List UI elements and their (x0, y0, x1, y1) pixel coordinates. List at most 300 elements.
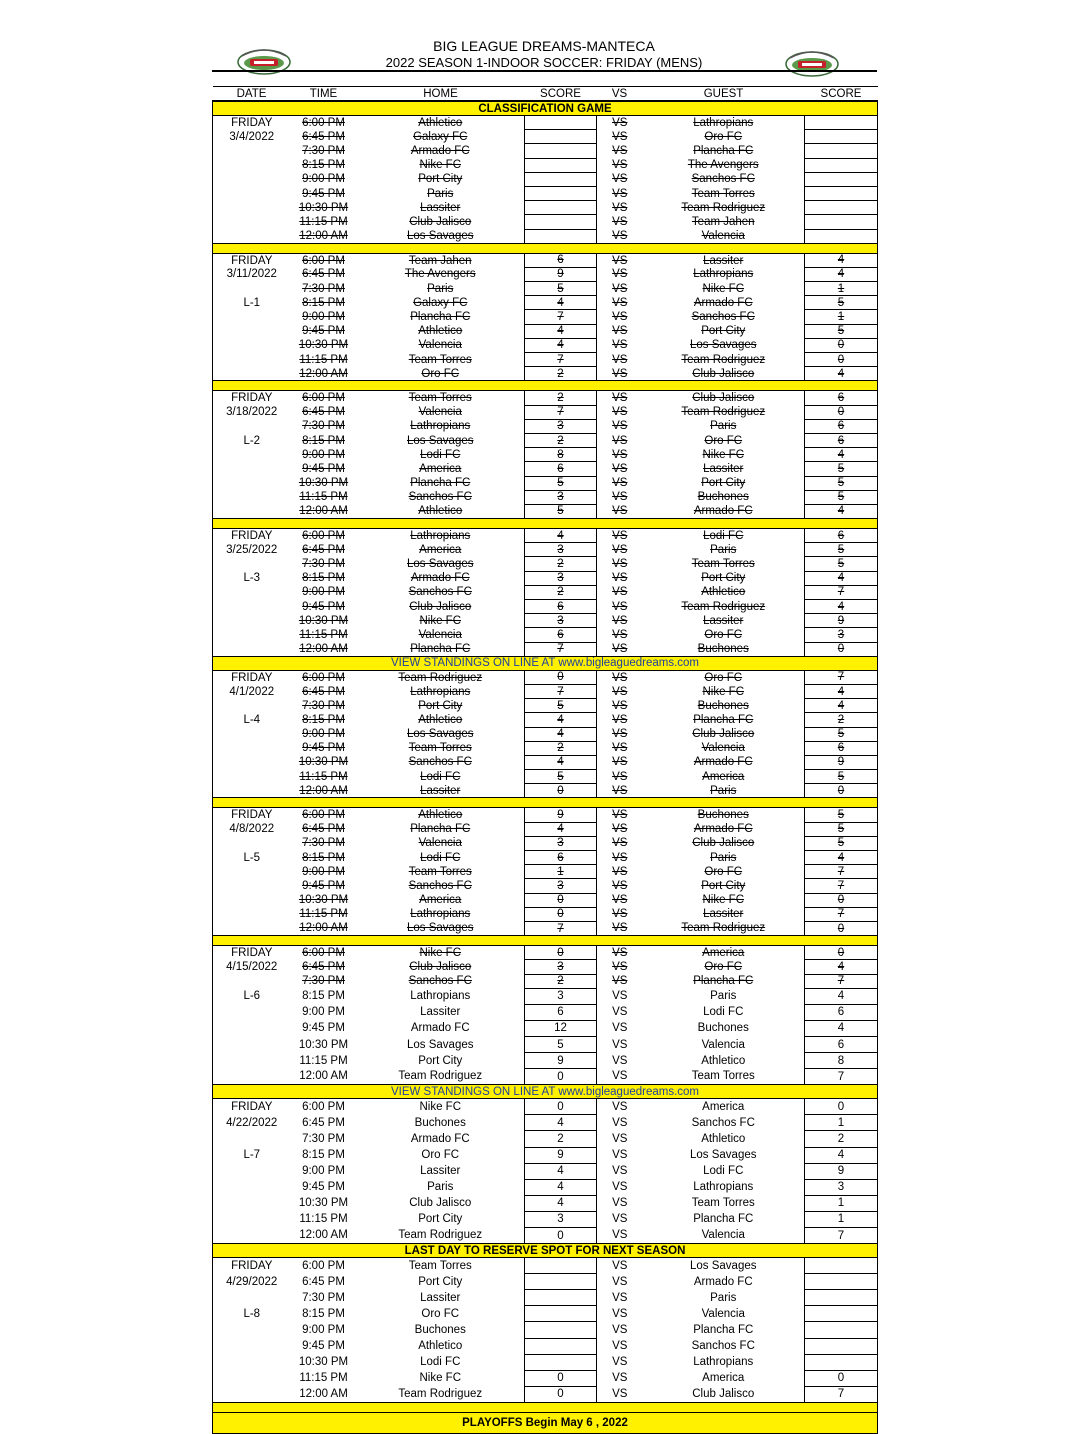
guest-score: 0 (805, 784, 878, 798)
game-time: 6:00 PM (302, 529, 345, 542)
date-cell (213, 353, 291, 367)
game-row (213, 1370, 878, 1386)
game-time: 10:30 PM (298, 339, 349, 352)
guest-team: Buchones (697, 699, 749, 712)
date-cell (213, 770, 291, 784)
game-time: 11:15 PM (299, 1054, 348, 1067)
guest-score: 4 (805, 684, 878, 698)
guest-team: Sanchos FC (691, 1116, 755, 1129)
date-cell (213, 229, 291, 243)
home-score: 4 (525, 822, 597, 836)
versus-label: VS (612, 1116, 628, 1129)
home-team: Team Torres (408, 392, 472, 405)
guest-team: Buchones (697, 1022, 749, 1035)
guest-score: 4 (805, 699, 878, 713)
home-score: 3 (525, 543, 597, 557)
home-team: Lodi FC (420, 1356, 461, 1369)
home-score (525, 186, 597, 200)
game-time: 9:00 PM (302, 1165, 345, 1178)
home-team: Armado FC (410, 572, 470, 585)
game-row (213, 419, 878, 433)
classification-banner-text: CLASSIFICATION GAME (213, 101, 878, 116)
header-time: TIME (291, 87, 357, 102)
guest-score: 5 (805, 557, 878, 571)
home-score: 4 (525, 1179, 597, 1195)
game-time: 6:45 PM (302, 960, 345, 973)
guest-score (805, 229, 878, 243)
game-time: 12:00 AM (299, 922, 348, 935)
versus-label: VS (612, 296, 628, 309)
versus-label: VS (612, 543, 628, 556)
home-team: Club Jalisco (409, 600, 472, 613)
versus-label: VS (612, 642, 628, 655)
week-separator-text (213, 519, 878, 529)
versus-label: VS (612, 1213, 628, 1226)
guest-team: Team Rodriguez (681, 406, 766, 419)
home-team: Los Savages (407, 558, 474, 571)
guest-team: Sanchos FC (691, 311, 755, 324)
home-team: Sanchos FC (408, 975, 472, 988)
home-team: Team Rodriguez (398, 671, 483, 684)
week-separator (213, 519, 878, 529)
guest-score: 5 (805, 770, 878, 784)
guest-team: Lassiter (703, 254, 744, 267)
date-cell (213, 419, 291, 433)
date-cell (213, 1386, 291, 1402)
home-score (525, 229, 597, 243)
guest-team: Nike FC (702, 282, 745, 295)
guest-team: Valencia (701, 1038, 745, 1051)
guest-team: Team Torres (691, 1197, 755, 1210)
home-score: 4 (525, 1163, 597, 1179)
week-label (213, 158, 291, 172)
guest-team: Valencia (701, 742, 745, 755)
home-score (525, 1290, 597, 1306)
guest-score: 1 (805, 282, 878, 296)
week-day: FRIDAY (213, 391, 291, 405)
date-cell (213, 1036, 291, 1052)
versus-label: VS (612, 477, 628, 490)
game-row (213, 684, 878, 698)
versus-label: VS (612, 229, 628, 242)
guest-team: Plancha FC (693, 975, 754, 988)
guest-score (805, 186, 878, 200)
guest-team: Paris (710, 543, 737, 556)
guest-score: 0 (805, 405, 878, 419)
game-time: 10:30 PM (298, 201, 349, 214)
home-score: 0 (525, 784, 597, 798)
guest-team: Athletico (701, 586, 746, 599)
guest-score (805, 144, 878, 158)
guest-score: 4 (805, 960, 878, 974)
home-team: Nike FC (419, 614, 462, 627)
home-score: 6 (525, 851, 597, 865)
guest-team: Oro FC (704, 130, 743, 143)
home-score: 4 (525, 296, 597, 310)
game-time: 8:15 PM (302, 1149, 345, 1162)
home-score: 9 (525, 1147, 597, 1163)
versus-label: VS (612, 572, 628, 585)
game-time: 9:45 PM (302, 1340, 345, 1353)
home-score: 6 (525, 600, 597, 614)
game-time: 11:15 PM (299, 1213, 348, 1226)
home-team: Nike FC (419, 1372, 462, 1385)
game-time: 11:15 PM (299, 353, 348, 366)
home-score: 4 (525, 338, 597, 352)
guest-score: 5 (805, 836, 878, 850)
game-row (213, 116, 878, 130)
game-row (213, 670, 878, 684)
game-row (213, 1274, 878, 1290)
home-team: Paris (427, 187, 454, 200)
home-team: Valencia (418, 339, 462, 352)
home-team: Galaxy FC (413, 296, 468, 309)
date-cell (213, 282, 291, 296)
date-cell (213, 1370, 291, 1386)
guest-score: 0 (805, 338, 878, 352)
game-row (213, 784, 878, 798)
game-row (213, 974, 878, 988)
versus-label: VS (612, 268, 628, 281)
home-team: Lathropians (410, 685, 471, 698)
guest-team: Paris (710, 851, 737, 864)
guest-team: Oro FC (704, 434, 743, 447)
guest-team: Lathropians (693, 268, 754, 281)
guest-score: 2 (805, 1131, 878, 1147)
week-separator (213, 936, 878, 946)
versus-label: VS (612, 837, 628, 850)
guest-team: Plancha FC (693, 1213, 754, 1226)
guest-score (805, 1290, 878, 1306)
guest-score: 7 (805, 907, 878, 921)
home-score: 4 (525, 529, 597, 543)
versus-label: VS (612, 1132, 628, 1145)
home-score (525, 1306, 597, 1322)
reserve-banner-text: LAST DAY TO RESERVE SPOT FOR NEXT SEASON (213, 1244, 878, 1258)
date-cell (213, 462, 291, 476)
home-team: Oro FC (421, 1307, 460, 1320)
date-cell (213, 907, 291, 921)
guest-score: 5 (805, 324, 878, 338)
guest-team: Club Jalisco (692, 1388, 755, 1401)
game-row (213, 770, 878, 784)
home-team: Plancha FC (410, 311, 471, 324)
home-score: 5 (525, 699, 597, 713)
guest-score: 7 (805, 670, 878, 684)
home-score: 1 (525, 865, 597, 879)
versus-label: VS (612, 946, 628, 959)
game-row (213, 727, 878, 741)
guest-team: Paris (710, 1291, 737, 1304)
home-score: 0 (525, 1228, 597, 1244)
versus-label: VS (612, 685, 628, 698)
guest-score: 4 (805, 367, 878, 381)
game-row (213, 741, 878, 755)
versus-label: VS (612, 434, 628, 447)
game-time: 6:45 PM (302, 130, 345, 143)
home-team: Sanchos FC (408, 491, 472, 504)
week-day: FRIDAY (213, 670, 291, 684)
versus-label: VS (612, 392, 628, 405)
date-cell (213, 879, 291, 893)
versus-label: VS (612, 1291, 628, 1304)
week-date: 3/18/2022 (213, 405, 291, 419)
versus-label: VS (612, 879, 628, 892)
home-score: 6 (525, 462, 597, 476)
game-time: 11:15 PM (299, 908, 348, 921)
versus-label: VS (612, 529, 628, 542)
game-row (213, 324, 878, 338)
guest-team: Team Rodriguez (681, 922, 766, 935)
home-score: 9 (525, 267, 597, 281)
guest-score (805, 1322, 878, 1338)
game-time: 6:00 PM (302, 254, 345, 267)
game-row (213, 186, 878, 200)
home-team: Los Savages (407, 922, 474, 935)
header-vs: VS (597, 87, 643, 102)
guest-score: 4 (805, 1020, 878, 1036)
home-score: 0 (525, 907, 597, 921)
page-title: BIG LEAGUE DREAMS-MANTECA (433, 38, 655, 54)
game-row (213, 543, 878, 557)
home-team: Club Jalisco (409, 1197, 472, 1210)
week-separator-text (213, 798, 878, 808)
guest-team: Team Rodriguez (681, 353, 766, 366)
schedule-sheet (212, 86, 877, 1434)
guest-team: Port City (701, 572, 746, 585)
game-time: 10:30 PM (298, 1356, 349, 1369)
versus-label: VS (612, 728, 628, 741)
guest-score: 1 (805, 310, 878, 324)
home-score: 0 (525, 1386, 597, 1402)
versus-label: VS (612, 201, 628, 214)
date-cell (213, 628, 291, 642)
game-row (213, 865, 878, 879)
guest-team: Lassiter (703, 908, 744, 921)
home-score: 4 (525, 324, 597, 338)
guest-score: 0 (805, 353, 878, 367)
home-team: Buchones (414, 1116, 466, 1129)
guest-team: Oro FC (704, 865, 743, 878)
game-time: 6:45 PM (302, 823, 345, 836)
week-separator (213, 381, 878, 391)
guest-team: Port City (701, 477, 746, 490)
game-time: 9:00 PM (302, 1324, 345, 1337)
versus-label: VS (612, 159, 628, 172)
guest-score: 6 (805, 529, 878, 543)
home-score: 3 (525, 988, 597, 1004)
versus-label: VS (612, 353, 628, 366)
home-team: Port City (418, 699, 463, 712)
versus-label: VS (612, 558, 628, 571)
versus-label: VS (612, 908, 628, 921)
home-team: Valencia (418, 837, 462, 850)
game-row (213, 699, 878, 713)
guest-score: 5 (805, 822, 878, 836)
guest-team: Athletico (701, 1132, 746, 1145)
game-time: 9:45 PM (302, 462, 345, 475)
versus-label: VS (612, 1356, 628, 1369)
home-score: 7 (525, 684, 597, 698)
versus-label: VS (612, 173, 628, 186)
week-label: L-1 (213, 296, 291, 310)
game-time: 9:45 PM (302, 600, 345, 613)
home-score: 3 (525, 960, 597, 974)
home-score (525, 144, 597, 158)
game-time: 8:15 PM (302, 159, 345, 172)
guest-team: America (702, 946, 745, 959)
home-score: 3 (525, 836, 597, 850)
versus-label: VS (612, 1324, 628, 1337)
header-date: DATE (213, 87, 291, 102)
game-time: 7:30 PM (302, 144, 345, 157)
guest-score: 3 (805, 628, 878, 642)
home-team: America (419, 894, 462, 907)
guest-team: Paris (710, 990, 737, 1003)
guest-team: Armado FC (693, 1275, 753, 1288)
date-cell (213, 310, 291, 324)
versus-label: VS (612, 187, 628, 200)
guest-team: Valencia (701, 1307, 745, 1320)
guest-team: Team Rodriguez (681, 600, 766, 613)
game-time: 9:45 PM (302, 325, 345, 338)
guest-team: Valencia (701, 1229, 745, 1242)
game-row (213, 1290, 878, 1306)
home-team: Sanchos FC (408, 586, 472, 599)
week-day: FRIDAY (213, 946, 291, 960)
game-time: 12:00 AM (299, 229, 348, 242)
home-team: Club Jalisco (409, 960, 472, 973)
game-time: 6:00 PM (302, 116, 345, 129)
versus-label: VS (612, 116, 628, 129)
home-score: 4 (525, 1115, 597, 1131)
home-team: The Avengers (404, 268, 476, 281)
home-score (525, 1354, 597, 1370)
date-cell (213, 614, 291, 628)
week-separator-text (213, 936, 878, 946)
game-row (213, 158, 878, 172)
date-cell (213, 974, 291, 988)
guest-team: America (702, 770, 745, 783)
game-row (213, 282, 878, 296)
versus-label: VS (612, 1022, 628, 1035)
home-score: 3 (525, 571, 597, 585)
game-time: 9:45 PM (302, 742, 345, 755)
guest-team: Buchones (697, 642, 749, 655)
game-row (213, 1163, 878, 1179)
versus-label: VS (612, 809, 628, 822)
versus-label: VS (612, 1259, 628, 1272)
game-time: 9:00 PM (302, 173, 345, 186)
home-score: 6 (525, 628, 597, 642)
versus-label: VS (612, 1165, 628, 1178)
home-team: Plancha FC (410, 477, 471, 490)
versus-label: VS (612, 600, 628, 613)
guest-score: 9 (805, 614, 878, 628)
game-time: 9:45 PM (302, 1181, 345, 1194)
guest-team: Lodi FC (703, 1006, 744, 1019)
versus-label: VS (612, 1307, 628, 1320)
week-separator (213, 243, 878, 253)
home-score: 7 (525, 353, 597, 367)
game-time: 9:45 PM (302, 1022, 345, 1035)
week-day: FRIDAY (213, 529, 291, 543)
guest-score (805, 1354, 878, 1370)
versus-label: VS (612, 699, 628, 712)
guest-team: Paris (710, 784, 737, 797)
guest-team: Sanchos FC (691, 1340, 755, 1353)
header-score: SCORE (525, 87, 597, 102)
game-row (213, 172, 878, 186)
guest-team: Club Jalisco (692, 728, 755, 741)
game-row (213, 353, 878, 367)
home-score (525, 158, 597, 172)
game-row (213, 1228, 878, 1244)
week-separator-text (213, 1402, 878, 1412)
date-cell (213, 476, 291, 490)
guest-team: Lodi FC (703, 1165, 744, 1178)
versus-label: VS (612, 144, 628, 157)
home-team: Lassiter (420, 1165, 461, 1178)
game-row (213, 879, 878, 893)
home-team: Athletico (418, 713, 463, 726)
home-score: 4 (525, 727, 597, 741)
game-row (213, 628, 878, 642)
guest-team: Plancha FC (693, 713, 754, 726)
home-team: Lassiter (420, 201, 461, 214)
home-score: 8 (525, 448, 597, 462)
date-cell (213, 1131, 291, 1147)
guest-score (805, 130, 878, 144)
guest-team: Lassiter (703, 462, 744, 475)
home-team: Lassiter (420, 1291, 461, 1304)
game-row (213, 405, 878, 419)
game-time: 12:00 AM (299, 784, 348, 797)
game-row (213, 585, 878, 599)
schedule-table (212, 86, 878, 1434)
game-time: 10:30 PM (298, 894, 349, 907)
guest-score: 8 (805, 1053, 878, 1069)
home-team: Armado FC (410, 1022, 470, 1035)
week-date: 4/15/2022 (213, 960, 291, 974)
home-team: Port City (418, 1213, 463, 1226)
home-team: Plancha FC (410, 823, 471, 836)
versus-label: VS (612, 756, 628, 769)
versus-label: VS (612, 922, 628, 935)
home-score: 0 (525, 1370, 597, 1386)
game-time: 6:45 PM (302, 268, 345, 281)
guest-team: Valencia (701, 229, 745, 242)
date-cell (213, 201, 291, 215)
home-score: 4 (525, 713, 597, 727)
guest-team: Buchones (697, 491, 749, 504)
header-guest: GUEST (643, 87, 805, 102)
home-score (525, 201, 597, 215)
home-score: 5 (525, 476, 597, 490)
week-date: 4/1/2022 (213, 684, 291, 698)
home-score: 3 (525, 614, 597, 628)
guest-score (805, 201, 878, 215)
game-time: 11:15 PM (299, 491, 348, 504)
date-cell (213, 557, 291, 571)
game-time: 10:30 PM (298, 614, 349, 627)
home-team: Athletico (418, 809, 463, 822)
date-cell (213, 324, 291, 338)
versus-label: VS (612, 130, 628, 143)
guest-team: America (702, 1101, 745, 1114)
week-date: 4/29/2022 (213, 1274, 291, 1290)
game-time: 12:00 AM (299, 367, 348, 380)
